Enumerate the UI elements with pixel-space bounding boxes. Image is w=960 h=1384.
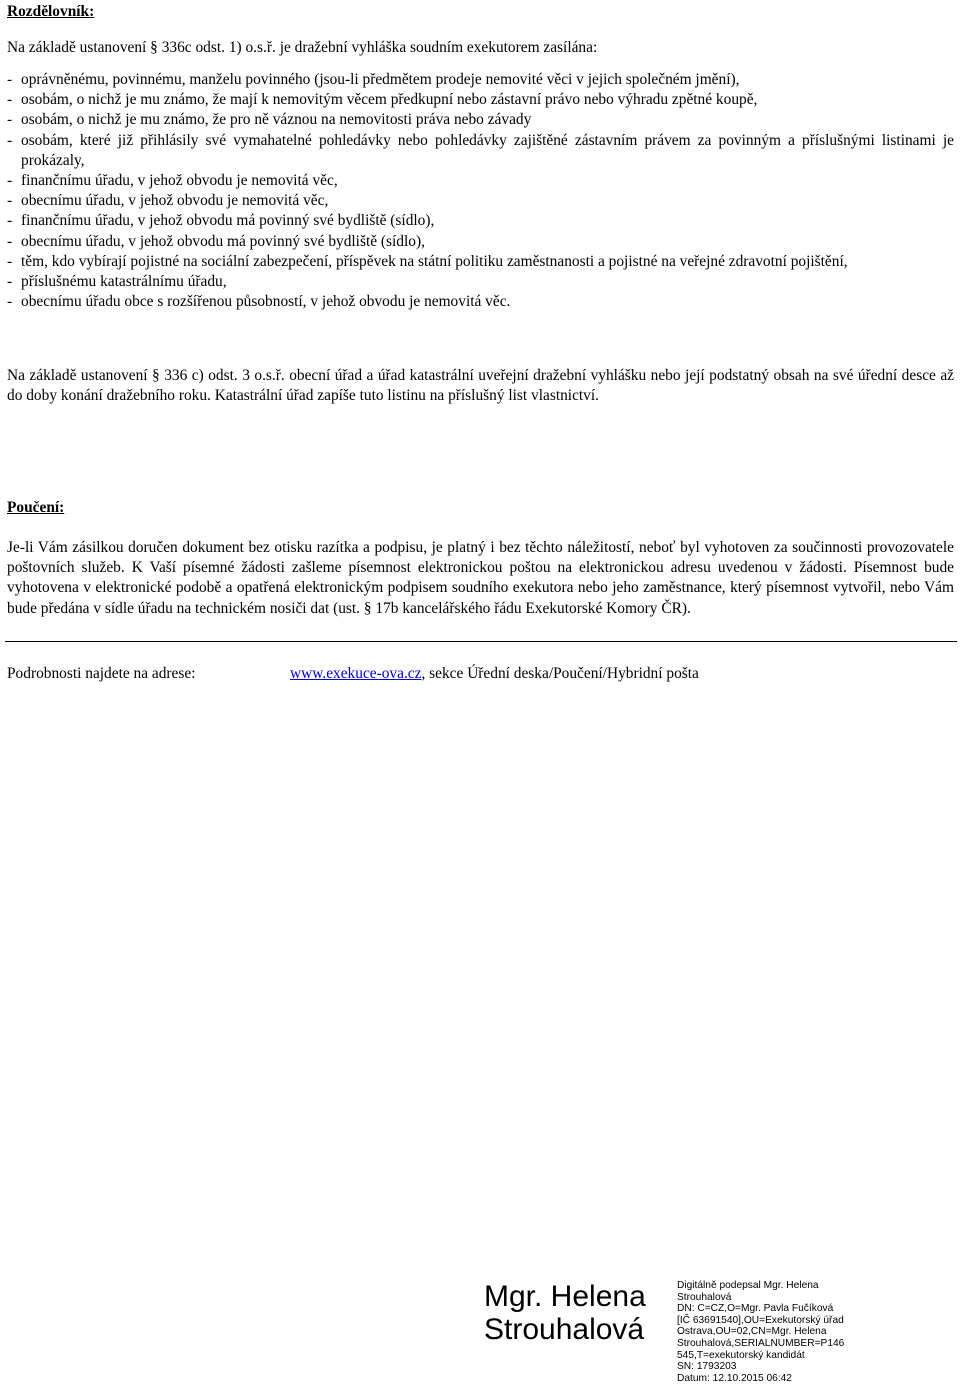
signature-detail-line: Strouhalová xyxy=(677,1291,732,1303)
list-item: - příslušnému katastrálnímu úřadu, xyxy=(7,272,954,292)
list-item: - finančnímu úřadu, v jehož obvodu má povinný své bydliště (sídlo), xyxy=(7,211,954,231)
signer-name-line-2: Strouhalová xyxy=(484,1313,645,1346)
recipient-list xyxy=(7,70,954,312)
list-item: - osobám, o nichž je mu známo, že pro ně váznou na nemovitosti práva nebo závady xyxy=(7,110,954,130)
signature-detail-line: 545,T=exekutorský kandidát xyxy=(677,1349,805,1361)
list-item: - obecnímu úřadu, v jehož obvodu má povinný své bydliště (sídlo), xyxy=(7,232,954,252)
list-item: - těm, kdo vybírají pojistné na sociální zabezpečení, příspěvek na státní politiku zaměstnanosti a pojistné na veřejné zdravotní pojištění, xyxy=(7,252,954,272)
list-item: - osobám, o nichž je mu známo, že mají k nemovitým věcem předkupní nebo zástavní právo nebo výhradu zpětné koupě, xyxy=(7,90,954,110)
website-link[interactable]: www.exekuce-ova.cz xyxy=(290,665,422,682)
publication-paragraph: Na základě ustanovení § 336 c) odst. 3 o.s.ř. obecní úřad a úřad katastrální uveřejní dražební vyhlášku nebo její podstatný obsah na své úřední desce až do doby konání dražebního roku. Katastrální úřad zapíše tuto listinu na příslušný list vlastnictví. xyxy=(7,367,954,405)
list-item: - obecnímu úřadu obce s rozšířenou působností, v jehož obvodu je nemovitá věc. xyxy=(7,292,954,312)
distribution-intro: Na základě ustanovení § 336c odst. 1) o.s.ř. je dražební vyhláška soudním exekutorem zasílána: xyxy=(7,39,598,56)
list-item: - osobám, které již přihlásily své vymahatelné pohledávky nebo pohledávky zajištěné zástavním právem za povinným a příslušnými listinami je prokázaly, xyxy=(7,131,954,171)
signer-name-line-1: Mgr. Helena xyxy=(484,1280,646,1313)
instruction-paragraph: Je-li Vám zásilkou doručen dokument bez otisku razítka a podpisu, je platný i bez těchto náležitostí, neboť byl vyhotoven za součinnosti provozovatele poštovních služeb. K Vaší písemné žádosti zašleme písemnost elektronickou poštou na elektronickou adresu uvedenou v žádosti. Písemnost bude vyhotovena v elektronické podobě a opatřená elektronickým podpisem soudního exekutora nebo jeho zaměstnance, který písemnost vytvořil, nebo Vám bude předána v sídle úřadu na technickém nosiči dat (ust. § 17b kancelářského řádu Exekutorské Komory ČR). xyxy=(7,539,954,617)
list-item: - finančnímu úřadu, v jehož obvodu je nemovitá věc, xyxy=(7,171,954,191)
signature-detail-line: Ostrava,OU=02,CN=Mgr. Helena xyxy=(677,1326,827,1338)
signature-detail-line: Datum: 12.10.2015 06:42 xyxy=(677,1372,792,1384)
footer-address xyxy=(290,664,699,684)
footer-section-text: , sekce Úřední deska/Poučení/Hybridní pošta xyxy=(421,665,699,682)
signature-detail-line: [IČ 63691540],OU=Exekutorský úřad xyxy=(677,1314,844,1326)
section-divider xyxy=(5,641,957,642)
signature-details xyxy=(677,1280,957,1384)
instruction-heading: Poučení: xyxy=(7,499,65,516)
signature-detail-line: Strouhalová,SERIALNUMBER=P146 xyxy=(677,1337,845,1349)
signature-detail-line: DN: C=CZ,O=Mgr. Pavla Fučíková xyxy=(677,1303,834,1315)
signer-name xyxy=(484,1280,669,1346)
footer-label: Podrobnosti najdete na adrese: xyxy=(7,665,196,682)
list-item: - obecnímu úřadu, v jehož obvodu je nemovitá věc, xyxy=(7,191,954,211)
signature-detail-line: Digitálně podepsal Mgr. Helena xyxy=(677,1280,819,1291)
digital-signature-block xyxy=(484,1280,954,1384)
list-item: - oprávněnému, povinnému, manželu povinného (jsou-li předmětem prodeje nemovité věci v jejich společném jmění), xyxy=(7,70,954,90)
distribution-list-heading: Rozdělovník: xyxy=(7,3,95,20)
signature-detail-line: SN: 1793203 xyxy=(677,1361,737,1373)
